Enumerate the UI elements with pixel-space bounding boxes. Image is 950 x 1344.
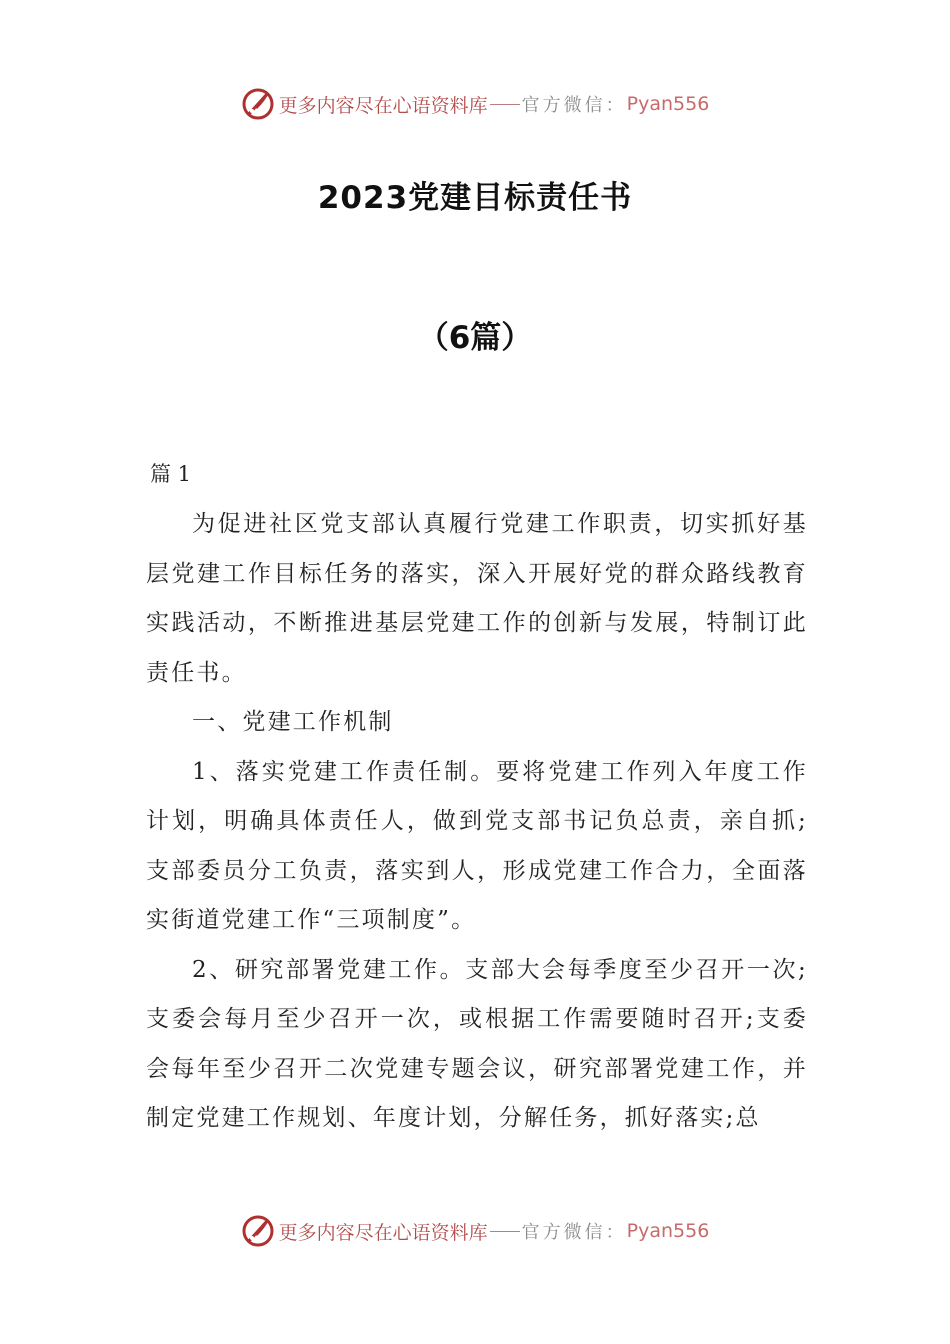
chapter-label: 篇 1	[150, 462, 192, 486]
banner-dash	[490, 1231, 520, 1232]
quill-logo-icon	[241, 87, 275, 121]
banner-wechat-label: 官方微信：	[521, 1222, 627, 1243]
banner-dash	[490, 104, 520, 105]
footer-banner	[0, 1211, 950, 1251]
paragraph: 2、研究部署党建工作。支部大会每季度至少召开一次;支委会每月至少召开一次，或根据工作需要随时召开;支委会每年至少召开二次党建专题会议，研究部署党建工作，并制定党建工作规划、年度计划，分解任务，抓好落实;总	[146, 956, 808, 1131]
body-text	[146, 500, 808, 1144]
banner-wechat-id: Pyan556	[626, 93, 710, 115]
banner-slogan: 更多内容尽在心语资料库	[278, 1221, 488, 1244]
banner-wechat-label: 官方微信：	[521, 95, 627, 116]
header-banner	[0, 84, 950, 124]
paragraph: 为促进社区党支部认真履行党建工作职责，切实抓好基层党建工作目标任务的落实，深入开展好党的群众路线教育实践活动，不断推进基层党建工作的创新与发展，特制订此责任书。	[146, 511, 808, 686]
document-title: 2023党建目标责任书	[317, 180, 633, 216]
paragraph: 1、落实党建工作责任制。要将党建工作列入年度工作计划，明确具体责任人，做到党支部书记负总责，亲自抓;支部委员分工负责，落实到人，形成党建工作合力，全面落实街道党建工作“三项制度”。	[146, 758, 808, 933]
section-heading: 一、党建工作机制	[192, 709, 394, 735]
document-subtitle: （6篇）	[417, 320, 533, 356]
banner-wechat-id: Pyan556	[626, 1220, 710, 1242]
banner-slogan: 更多内容尽在心语资料库	[278, 94, 488, 117]
quill-logo-icon	[241, 1214, 275, 1248]
